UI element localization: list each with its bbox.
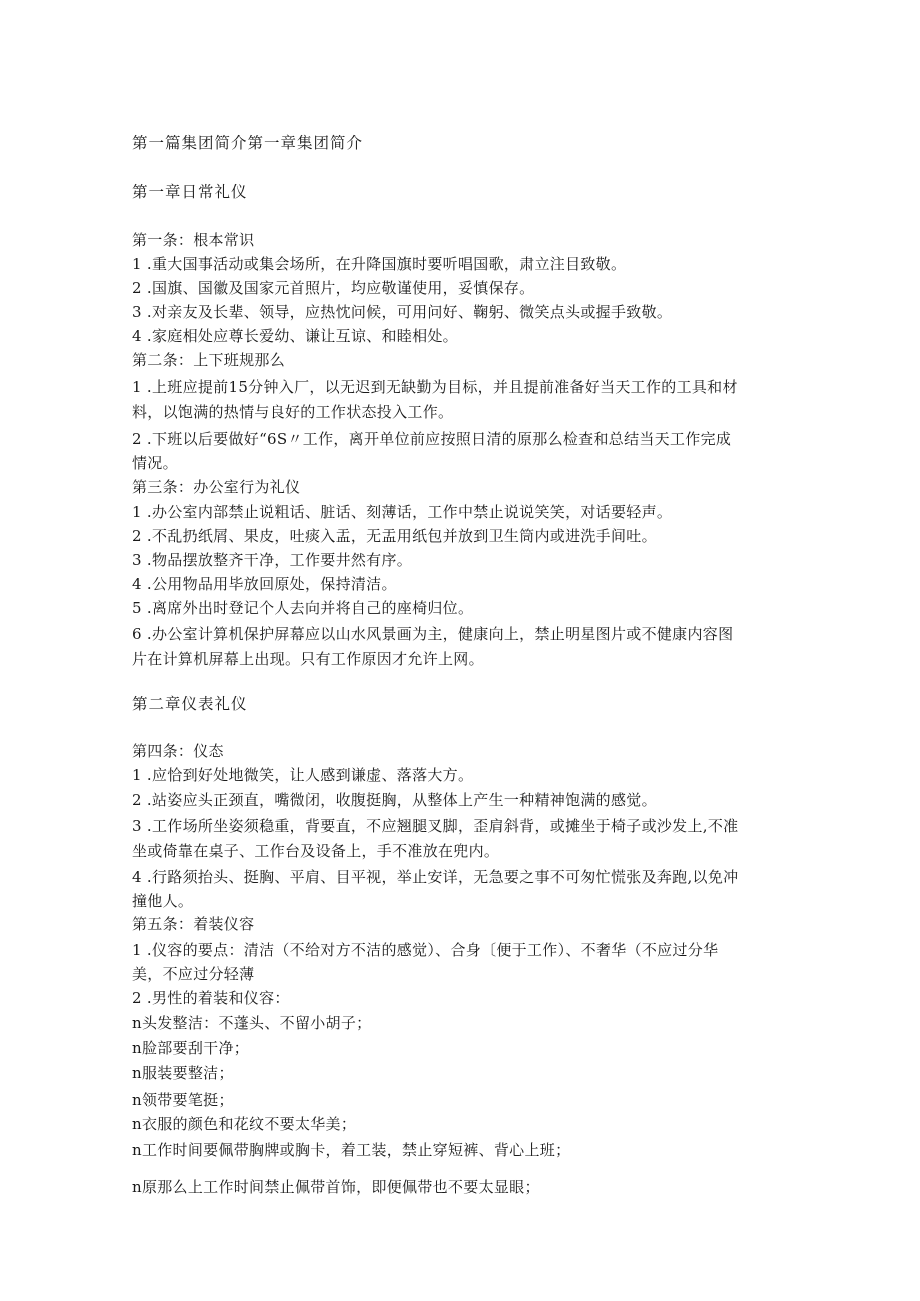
article-item: 4 .家庭相处应尊长爱幼、谦让互谅、和睦相处。 (132, 327, 458, 345)
article-heading: 第三条：办公室行为礼仪 (132, 478, 301, 496)
article-item: 2 .不乱扔纸屑、果皮，吐痰入盂，无盂用纸包并放到卫生筒内或进洗手间吐。 (132, 527, 657, 545)
bullet-item: n衣服的颜色和花纹不要太华美； (132, 1115, 357, 1133)
article-item: 3 .物品摆放整齐干净，工作要井然有序。 (132, 551, 413, 569)
article-heading: 第二条：上下班规那么 (132, 351, 286, 369)
article-item: 情况。 (132, 454, 178, 472)
article-heading: 第四条：仪态 (132, 742, 224, 760)
article-item: 3 .对亲友及长辈、领导，应热忱问候，可用问好、鞠躬、微笑点头或握手致敬。 (132, 303, 673, 321)
article-item: 1 .上班应提前15分钟入厂，以无迟到无缺勤为目标，并且提前准备好当天工作的工具和材 (132, 378, 738, 396)
bullet-item: n原那么上工作时间禁止佩带首饰，即便佩带也不要太显眼； (132, 1178, 540, 1196)
chapter-heading: 第一章日常礼仪 (132, 183, 248, 201)
article-item: 1 .办公室内部禁止说粗话、脏话、刻薄话，工作中禁止说说笑笑，对话要轻声。 (132, 503, 673, 521)
article-item: 1 .重大国事活动或集会场所，在升降国旗时要听唱国歌，肃立注目致敬。 (132, 255, 627, 273)
article-heading: 第一条：根本常识 (132, 231, 255, 249)
article-item: 1 .应恰到好处地微笑，让人感到谦虚、落落大方。 (132, 766, 474, 784)
article-item: 4 .公用物品用毕放回原处，保持清洁。 (132, 575, 397, 593)
bullet-item: n领带要笔挺； (132, 1091, 234, 1109)
article-item: 6 .办公室计算机保护屏幕应以山水风景画为主，健康向上，禁止明星图片或不健康内容图 (132, 625, 734, 643)
article-item: 4 .行路须抬头、挺胸、平肩、目平视，举止安详，无急要之事不可匆忙慌张及奔跑,以免冲 (132, 868, 739, 886)
article-item: 坐或倚靠在桌子、工作台及设备上，手不准放在兜内。 (132, 842, 500, 860)
article-item: 2 .站姿应头正颈直，嘴微闭，收腹挺胸，从整体上产生一种精神饱满的感觉。 (132, 791, 657, 809)
bullet-item: n工作时间要佩带胸牌或胸卡，着工装，禁止穿短裤、背心上班； (132, 1141, 571, 1159)
bullet-item: n脸部要刮干净； (132, 1039, 250, 1057)
bullet-item: n服装要整洁； (132, 1064, 234, 1082)
chapter-heading: 第二章仪表礼仪 (132, 695, 248, 713)
article-item: 2 .国旗、国徽及国家元首照片，均应敬谨使用，妥慎保存。 (132, 279, 535, 297)
article-item: 3 .工作场所坐姿须稳重，背要直，不应翘腿叉脚，歪肩斜背，或摊坐于椅子或沙发上,不准 (132, 817, 739, 835)
article-item: 2 .下班以后要做好“6S〃工作，离开单位前应按照日清的原那么检查和总结当天工作完成 (132, 430, 732, 448)
article-item: 1 .仪容的要点：清洁（不给对方不洁的感觉）、合身〔便于工作）、不奢华（不应过分华 (132, 941, 719, 959)
bullet-item: n头发整洁：不蓬头、不留小胡子； (132, 1014, 372, 1032)
article-item: 2 .男性的着装和仪容： (132, 989, 290, 1007)
article-heading: 第五条：着装仪容 (132, 915, 255, 933)
article-item: 美，不应过分轻薄 (132, 965, 255, 983)
article-item: 料，以饱满的热情与良好的工作状态投入工作。 (132, 403, 454, 421)
article-item: 片在计算机屏幕上出现。只有工作原因才允许上网。 (132, 650, 484, 668)
article-item: 5 .离席外出时登记个人去向并将自己的座椅归位。 (132, 599, 474, 617)
article-item: 撞他人。 (132, 892, 194, 910)
document-title: 第一篇集团简介第一章集团简介 (132, 134, 364, 152)
